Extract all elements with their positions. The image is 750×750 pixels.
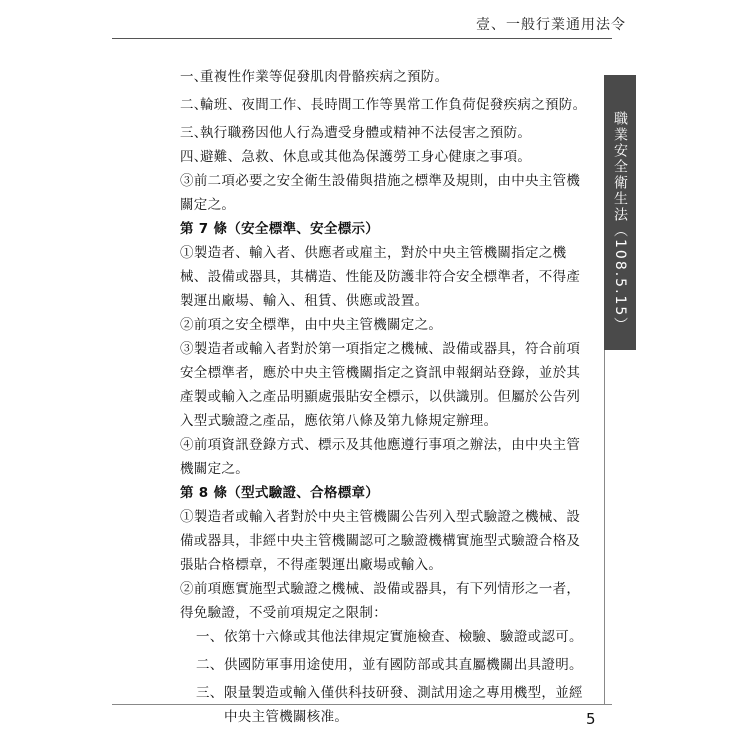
clause-number: ① (180, 245, 194, 261)
clause-number: ② (180, 317, 194, 333)
clause-text: 製造者或輸入者對於中央主管機關公告列入型式驗證之機械、設備或器具，非經中央主管機關認可之驗證機構實施型式驗證合格及張貼合格標章，不得產製運出廠場或輸入。 (180, 509, 581, 573)
list-item (180, 65, 592, 89)
clause-number: ③ (180, 341, 194, 357)
clause-text: 製造者或輸入者對於第一項指定之機械、設備或器具，符合前項安全標準者，應於中央主管機關指定之資訊申報網站登錄，並於其產製或輸入之產品明顯處張貼安全標示，以供識別。但屬於公告列入型式驗證之產品，應依第八條及第九條規定辦理。 (180, 341, 581, 429)
list-item (180, 93, 592, 117)
item-text: 重複性作業等促發肌肉骨骼疾病之預防。 (200, 69, 449, 85)
item-number: 二、 (180, 97, 208, 113)
item-number: 一、 (180, 69, 208, 85)
clause-number: ④ (180, 437, 194, 453)
list-item (180, 681, 592, 729)
clause (180, 313, 592, 337)
margin-rule (604, 350, 605, 705)
list-item (180, 145, 592, 169)
item-text: 依第十六條或其他法律規定實施檢查、檢驗、驗證或認可。 (224, 629, 583, 645)
article-heading: 第 8 條（型式驗證、合格標章） (180, 485, 380, 501)
header-rule (112, 38, 612, 39)
list-item (180, 625, 592, 649)
clause-text: 前項資訊登錄方式、標示及其他應遵行事項之辦法，由中央主管機關定之。 (180, 437, 581, 477)
running-header: 壹、一般行業通用法令 (476, 17, 626, 33)
item-text: 限量製造或輸入僅供科技研發、測試用途之專用機型，並經中央主管機關核准。 (224, 685, 583, 725)
item-text: 供國防軍事用途使用，並有國防部或其直屬機關出具證明。 (224, 657, 583, 673)
list-item (180, 653, 592, 677)
item-number: 一、 (196, 629, 224, 645)
clause (180, 241, 592, 313)
item-number: 四、 (180, 149, 208, 165)
page-number: 5 (586, 710, 596, 728)
clause (180, 169, 592, 217)
clause-text: 製造者、輸入者、供應者或雇主，對於中央主管機關指定之機械、設備或器具，其構造、性能及防護非符合安全標準者，不得產製運出廠場、輸入、租賃、供應或設置。 (180, 245, 581, 309)
clause-text: 前項之安全標準，由中央主管機關定之。 (193, 317, 443, 333)
list-item (180, 121, 592, 145)
side-tab (604, 75, 636, 350)
clause (180, 337, 592, 433)
clause-number: ② (180, 581, 194, 597)
side-tab-label: 職業安全衛生法（108.5.15） (612, 111, 628, 334)
item-text: 輪班、夜間工作、長時間工作等異常工作負荷促發疾病之預防。 (200, 97, 587, 113)
clause (180, 505, 592, 577)
page-body (180, 65, 592, 729)
item-number: 二、 (196, 657, 224, 673)
clause (180, 433, 592, 481)
clause-text: 前項應實施型式驗證之機械、設備或器具，有下列情形之一者，得免驗證，不受前項規定之限制： (180, 581, 581, 621)
footer-rule (112, 704, 612, 705)
clause (180, 577, 592, 625)
item-number: 三、 (196, 685, 224, 701)
article-heading: 第 7 條（安全標準、安全標示） (180, 221, 380, 237)
item-text: 避難、急救、休息或其他為保護勞工身心健康之事項。 (200, 149, 532, 165)
clause-number: ① (180, 509, 194, 525)
clause-number: ③ (180, 173, 194, 189)
clause-text: 前二項必要之安全衛生設備與措施之標準及規則，由中央主管機關定之。 (180, 173, 581, 213)
item-number: 三、 (180, 125, 208, 141)
item-text: 執行職務因他人行為遭受身體或精神不法侵害之預防。 (200, 125, 532, 141)
